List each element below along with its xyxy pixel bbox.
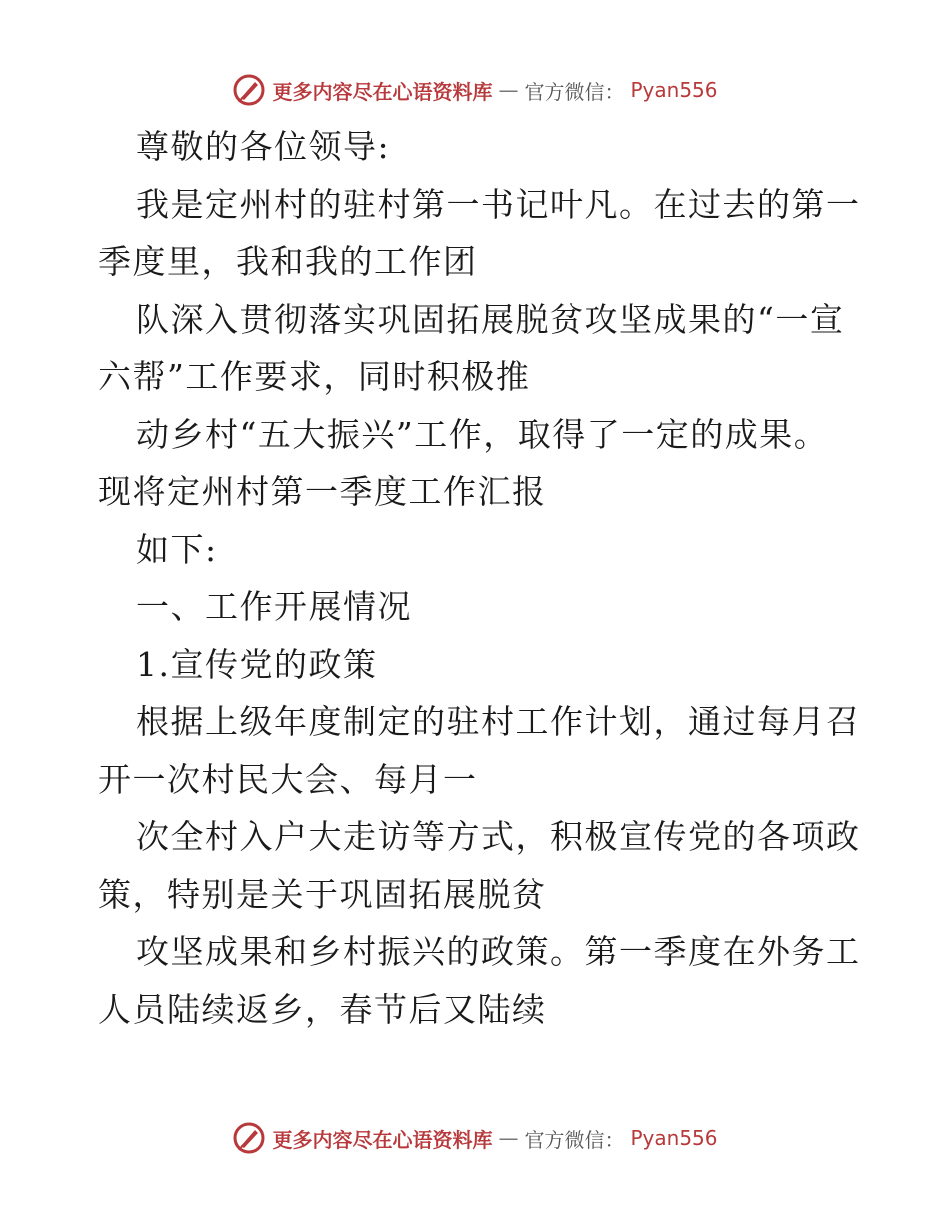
paragraph-line: 我是定州村的驻村第一书记叶凡。在过去的第一: [136, 184, 861, 224]
paragraph-line: 开一次村民大会、每月一: [98, 759, 478, 799]
footer-watermark: [0, 1118, 950, 1158]
paragraph-line: 次全村入户大走访等方式，积极宣传党的各项政: [136, 817, 861, 856]
paragraph-line: 根据上级年度制定的驻村工作计划，通过每月召: [136, 702, 861, 741]
subsection-heading: 1.宣传党的政策: [136, 644, 378, 684]
watermark-wechat-id: Pyan556: [630, 1126, 718, 1150]
paragraph-line: 六帮”工作要求，同时积极推: [98, 357, 531, 396]
watermark-dash: —: [498, 1126, 519, 1150]
watermark-official-label: 官方微信：: [524, 1127, 625, 1152]
quill-seal-icon: [232, 1121, 266, 1155]
watermark-site-text: 更多内容尽在心语资料库: [272, 1127, 493, 1152]
watermark-dash: —: [498, 78, 519, 102]
paragraph-line: 队深入贯彻落实巩固拓展脱贫攻坚成果的“一宣: [136, 299, 845, 339]
watermark-wechat-id: Pyan556: [630, 78, 718, 102]
watermark-site-text: 更多内容尽在心语资料库: [272, 79, 493, 104]
header-watermark: [0, 70, 950, 110]
paragraph-line: 策，特别是关于巩固拓展脱贫: [98, 874, 547, 914]
paragraph-line: 如下:: [136, 529, 218, 569]
paragraph-line: 攻坚成果和乡村振兴的政策。第一季度在外务工: [136, 932, 861, 971]
paragraph-line: 季度里，我和我的工作团: [98, 242, 478, 281]
document-body: [98, 118, 861, 1038]
quill-seal-icon: [232, 73, 266, 107]
section-heading: 一、工作开展情况: [136, 587, 412, 626]
paragraph-line: 动乡村“五大振兴”工作，取得了一定的成果。: [136, 414, 829, 454]
watermark-official-label: 官方微信：: [524, 79, 625, 104]
salutation: 尊敬的各位领导:: [136, 127, 391, 166]
paragraph-line: 现将定州村第一季度工作汇报: [98, 472, 547, 511]
paragraph-line: 人员陆续返乡，春节后又陆续: [98, 989, 547, 1029]
